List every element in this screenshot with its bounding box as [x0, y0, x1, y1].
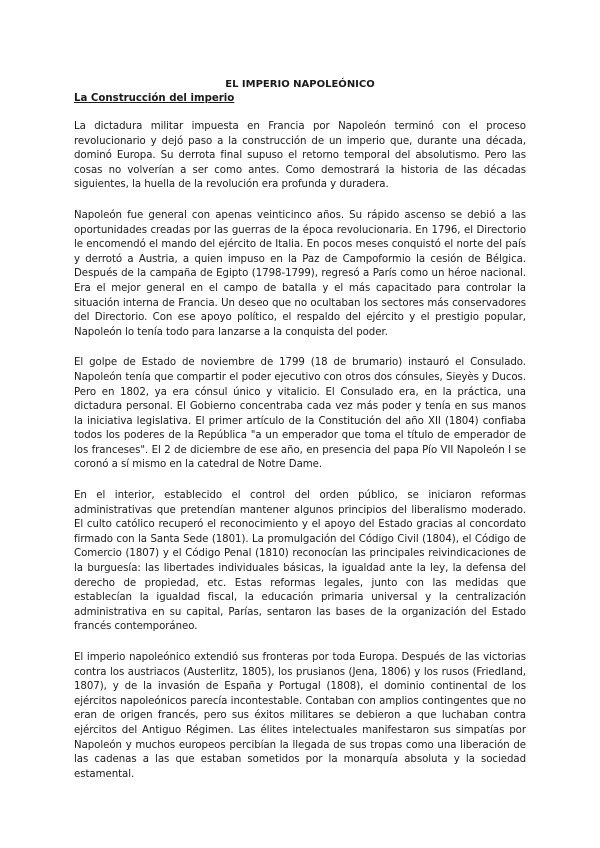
paragraph-napoleon-rise: Napoleón fue general con apenas veinticinco años. Su rápido ascenso se debió a las oportunidades creadas por las guerras de la época revolucionaria. En 1796, el Directorio le encomendó el mando del ejército de Italia. En pocos meses conquistó el norte del país y derrotó a Austria, a quien impuso en la Paz de Campoformio la cesión de Bélgica. Después de la campaña de Egipto (1798-1799), regresó a París como un héroe nacional. Era el mejor general en el campo de batalla y el más capacitado para controlar la situación interna de Francia. Un deseo que no ocultaban los sectores más conservadores del Directorio. Con ese apoyo político, el respaldo del ejército y el prestigio popular, Napoleón lo tenía todo para lanzarse a la conquista del poder. — [74, 209, 526, 338]
document-title: EL IMPERIO NAPOLEÓNICO — [225, 79, 375, 90]
paragraph-reforms: En el interior, establecido el control del orden público, se iniciaron reformas administrativas que pretendían mantener algunos principios del liberalismo moderado. El culto católico recuperó el reconocimiento y el apoyo del Estado gracias al concordato firmado con la Santa Sede (1801). La promulgación del Código Civil (1804), el Código de Comercio (1807) y el Código Penal (1810) reconocían las principales reivindicaciones de la burguesía: las libertades individuales básicas, la igualdad ante la ley, la defensa del derecho de propiedad, etc. Estas reformas legales, junto con las medidas que establecían la igualdad fiscal, la educación primaria universal y la centralización administrativa en su capital, Parías, sentaron las bases de la organización del Estado francés contemporáneo. — [74, 490, 526, 633]
paragraph-consulate: El golpe de Estado de noviembre de 1799 (18 de brumario) instauró el Consulado. Napoleón tenía que compartir el poder ejecutivo con otros dos cónsules, Sieyès y Ducos. Pero en 1802, ya era cónsul único y vitalicio. El Consulado era, en la práctica, una dictadura personal. El Gobierno concentraba cada vez más poder y tenía en sus manos la iniciativa legislativa. El primer artículo de la Constitución del año XII (1804) confiaba todos los poderes de la República "a un emperador que toma el título de emperador de los franceses". El 2 de diciembre de ese año, en presencia del papa Pío VII Napoleón I se coronó a sí mismo en la catedral de Notre Dame. — [74, 357, 526, 471]
document-page — [74, 78, 526, 798]
paragraph-intro: La dictadura militar impuesta en Francia por Napoleón terminó con el proceso revolucionario y dejó paso a la construcción de un imperio que, durante una década, dominó Europa. Su derrota final supuso el retorno temporal del absolutismo. Pero las cosas no volverían a ser como antes. Como demostrará la historia de las décadas siguientes, la huella de la revolución era profunda y duradera. — [74, 121, 526, 191]
section-heading: La Construcción del imperio — [74, 93, 235, 104]
paragraph-expansion: El imperio napoleónico extendió sus fronteras por toda Europa. Después de las victorias contra los austriacos (Austerlitz, 1805), los prusianos (Jena, 1806) y los rusos (Friedland, 1807), y de la invasión de España y Portugal (1808), el dominio continental de los ejércitos napoleónicos parecía incontestable. Contaban con amplios contingentes que no eran de origen francés, pero sus éxitos militares se debieron a que luchaban contra ejércitos del Antiguo Régimen. Las élites intelectuales manifestaron sus simpatías por Napoleón y muchos europeos percibían la llegada de sus tropas como una liberación de las cadenas a las que estaban sometidos por la monarquía absoluta y la sociedad estamental. — [74, 652, 526, 780]
